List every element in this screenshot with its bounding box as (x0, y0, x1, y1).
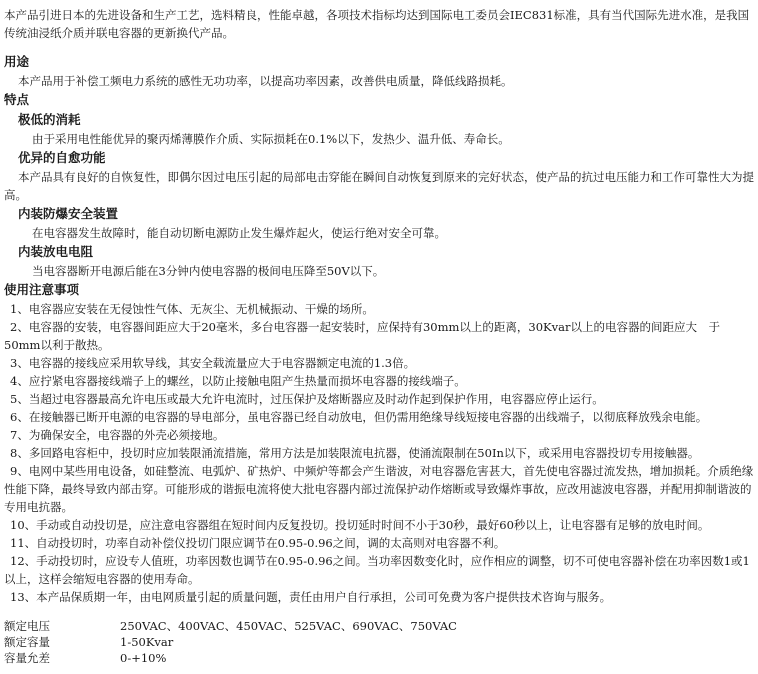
feature-title-self-healing: 优异的自愈功能 (18, 150, 106, 165)
feature-text-explosion-proof: 在电容器发生故障时，能自动切断电源防止发生爆炸起火，使运行绝对安全可靠。 (32, 226, 446, 240)
note-item: 6、在接触器已断开电源的电容器的导电部分，虽电容器已经自动放电，但仍需用绝缘导线短接电容器的出线端子，以彻底释放残余电能。 (10, 410, 708, 424)
note-item: 12、手动投切时，应设专人值班，功率因数也调节在0.95-0.96之间。当功率因数变化时，应作相应的调整，切不可使电容器补偿在功率因数1或1以上，这样会缩短电容器的使用寿命。 (4, 554, 750, 586)
note-item: 7、为确保安全，电容器的外壳必须接地。 (10, 428, 225, 442)
intro-paragraph: 本产品引进日本的先进设备和生产工艺，选料精良，性能卓越，各项技术指标均达到国际电工委员会IEC831标准，具有当代国际先进水准，是我国传统油浸纸介质并联电容器的更新换代产品。 (4, 8, 750, 40)
note-item: 1、电容器应安装在无侵蚀性气体、无灰尘、无机械振动、干燥的场所。 (10, 302, 374, 316)
document-page (4, 6, 754, 666)
feature-title-explosion-proof: 内装防爆安全装置 (18, 206, 119, 221)
spec-row-rated-capacity (4, 634, 754, 650)
note-item: 5、当超过电容器最高允许电压或最大允许电流时，过压保护及熔断器应及时动作起到保护作用，电容器应停止运行。 (10, 392, 604, 406)
spec-row-capacity-tolerance (4, 650, 754, 666)
note-item: 10、手动或自动投切是，应注意电容器组在短时间内反复投切。投切延时时间不小于30秒，最好60秒以上，让电容器有足够的放电时间。 (10, 518, 710, 532)
note-item: 11、自动投切时，功率自动补偿仪投切门限应调节在0.95-0.96之间，调的太高则对电容器不利。 (10, 536, 506, 550)
spec-value: 1-50Kvar (120, 635, 174, 649)
note-item: 13、本产品保质期一年，由电网质量引起的质量问题，责任由用户自行承担，公司可免费为客户提供技术咨询与服务。 (10, 590, 612, 604)
usage-heading: 用途 (4, 54, 30, 69)
feature-title-discharge-resistor: 内装放电电阻 (18, 244, 94, 259)
note-item: 8、多回路电容柜中，投切时应加装限涌流措施，常用方法是加装限流电抗器，使涌流限制在50In以下，或采用电容器投切专用接触器。 (10, 446, 700, 460)
note-item: 3、电容器的接线应采用软导线，其安全载流量应大于电容器额定电流的1.3倍。 (10, 356, 416, 370)
spec-value: 0-+10% (120, 651, 167, 665)
note-item: 9、电网中某些用电设备，如硅整流、电弧炉、矿热炉、中频炉等都会产生谐波，对电容器危害甚大，首先使电容器过流发热，增加损耗。介质绝缘性能下降，最终导致内部击穿。可能形成的谐振电流将使大批电容器内部过流保护动作熔断或导致爆炸事故，应改用滤波电容器，并配用抑制谐波的专用电抗器。 (4, 464, 754, 514)
note-item: 2、电容器的安装，电容器间距应大于20毫米，多台电容器一起安装时，应保持有30mm以上的距离，30Kvar以上的电容器的间距应大 于50mm以利于散热。 (4, 320, 720, 352)
spacer (4, 606, 754, 614)
notes-list (4, 300, 754, 606)
specs-table (4, 618, 754, 666)
feature-text-self-healing: 本产品具有良好的自恢复性，即偶尔因过电压引起的局部电击穿能在瞬间自动恢复到原来的完好状态，使产品的抗过电压能力和工作可靠性大为提高。 (4, 170, 754, 202)
spec-label: 额定电压 (4, 619, 50, 633)
features-heading: 特点 (4, 92, 30, 107)
note-item: 4、应拧紧电容器接线端子上的螺丝，以防止接触电阻产生热量而损坏电容器的接线端子。 (10, 374, 466, 388)
feature-title-low-loss: 极低的消耗 (18, 112, 81, 127)
spacer (4, 42, 754, 52)
usage-text: 本产品用于补偿工频电力系统的感性无功功率，以提高功率因素，改善供电质量，降低线路损耗。 (18, 74, 513, 88)
spec-value: 250VAC、400VAC、450VAC、525VAC、690VAC、750VAC (120, 619, 457, 633)
spec-row-rated-voltage (4, 618, 754, 634)
feature-text-discharge-resistor: 当电容器断开电源后能在3分钟内使电容器的极间电压降至50V以下。 (32, 264, 385, 278)
feature-text-low-loss: 由于采用电性能优异的聚丙烯薄膜作介质、实际损耗在0.1%以下，发热少、温升低、寿命长。 (32, 132, 510, 146)
spec-label: 额定容量 (4, 635, 50, 649)
spec-label: 容量允差 (4, 651, 50, 665)
notes-heading: 使用注意事项 (4, 282, 80, 297)
